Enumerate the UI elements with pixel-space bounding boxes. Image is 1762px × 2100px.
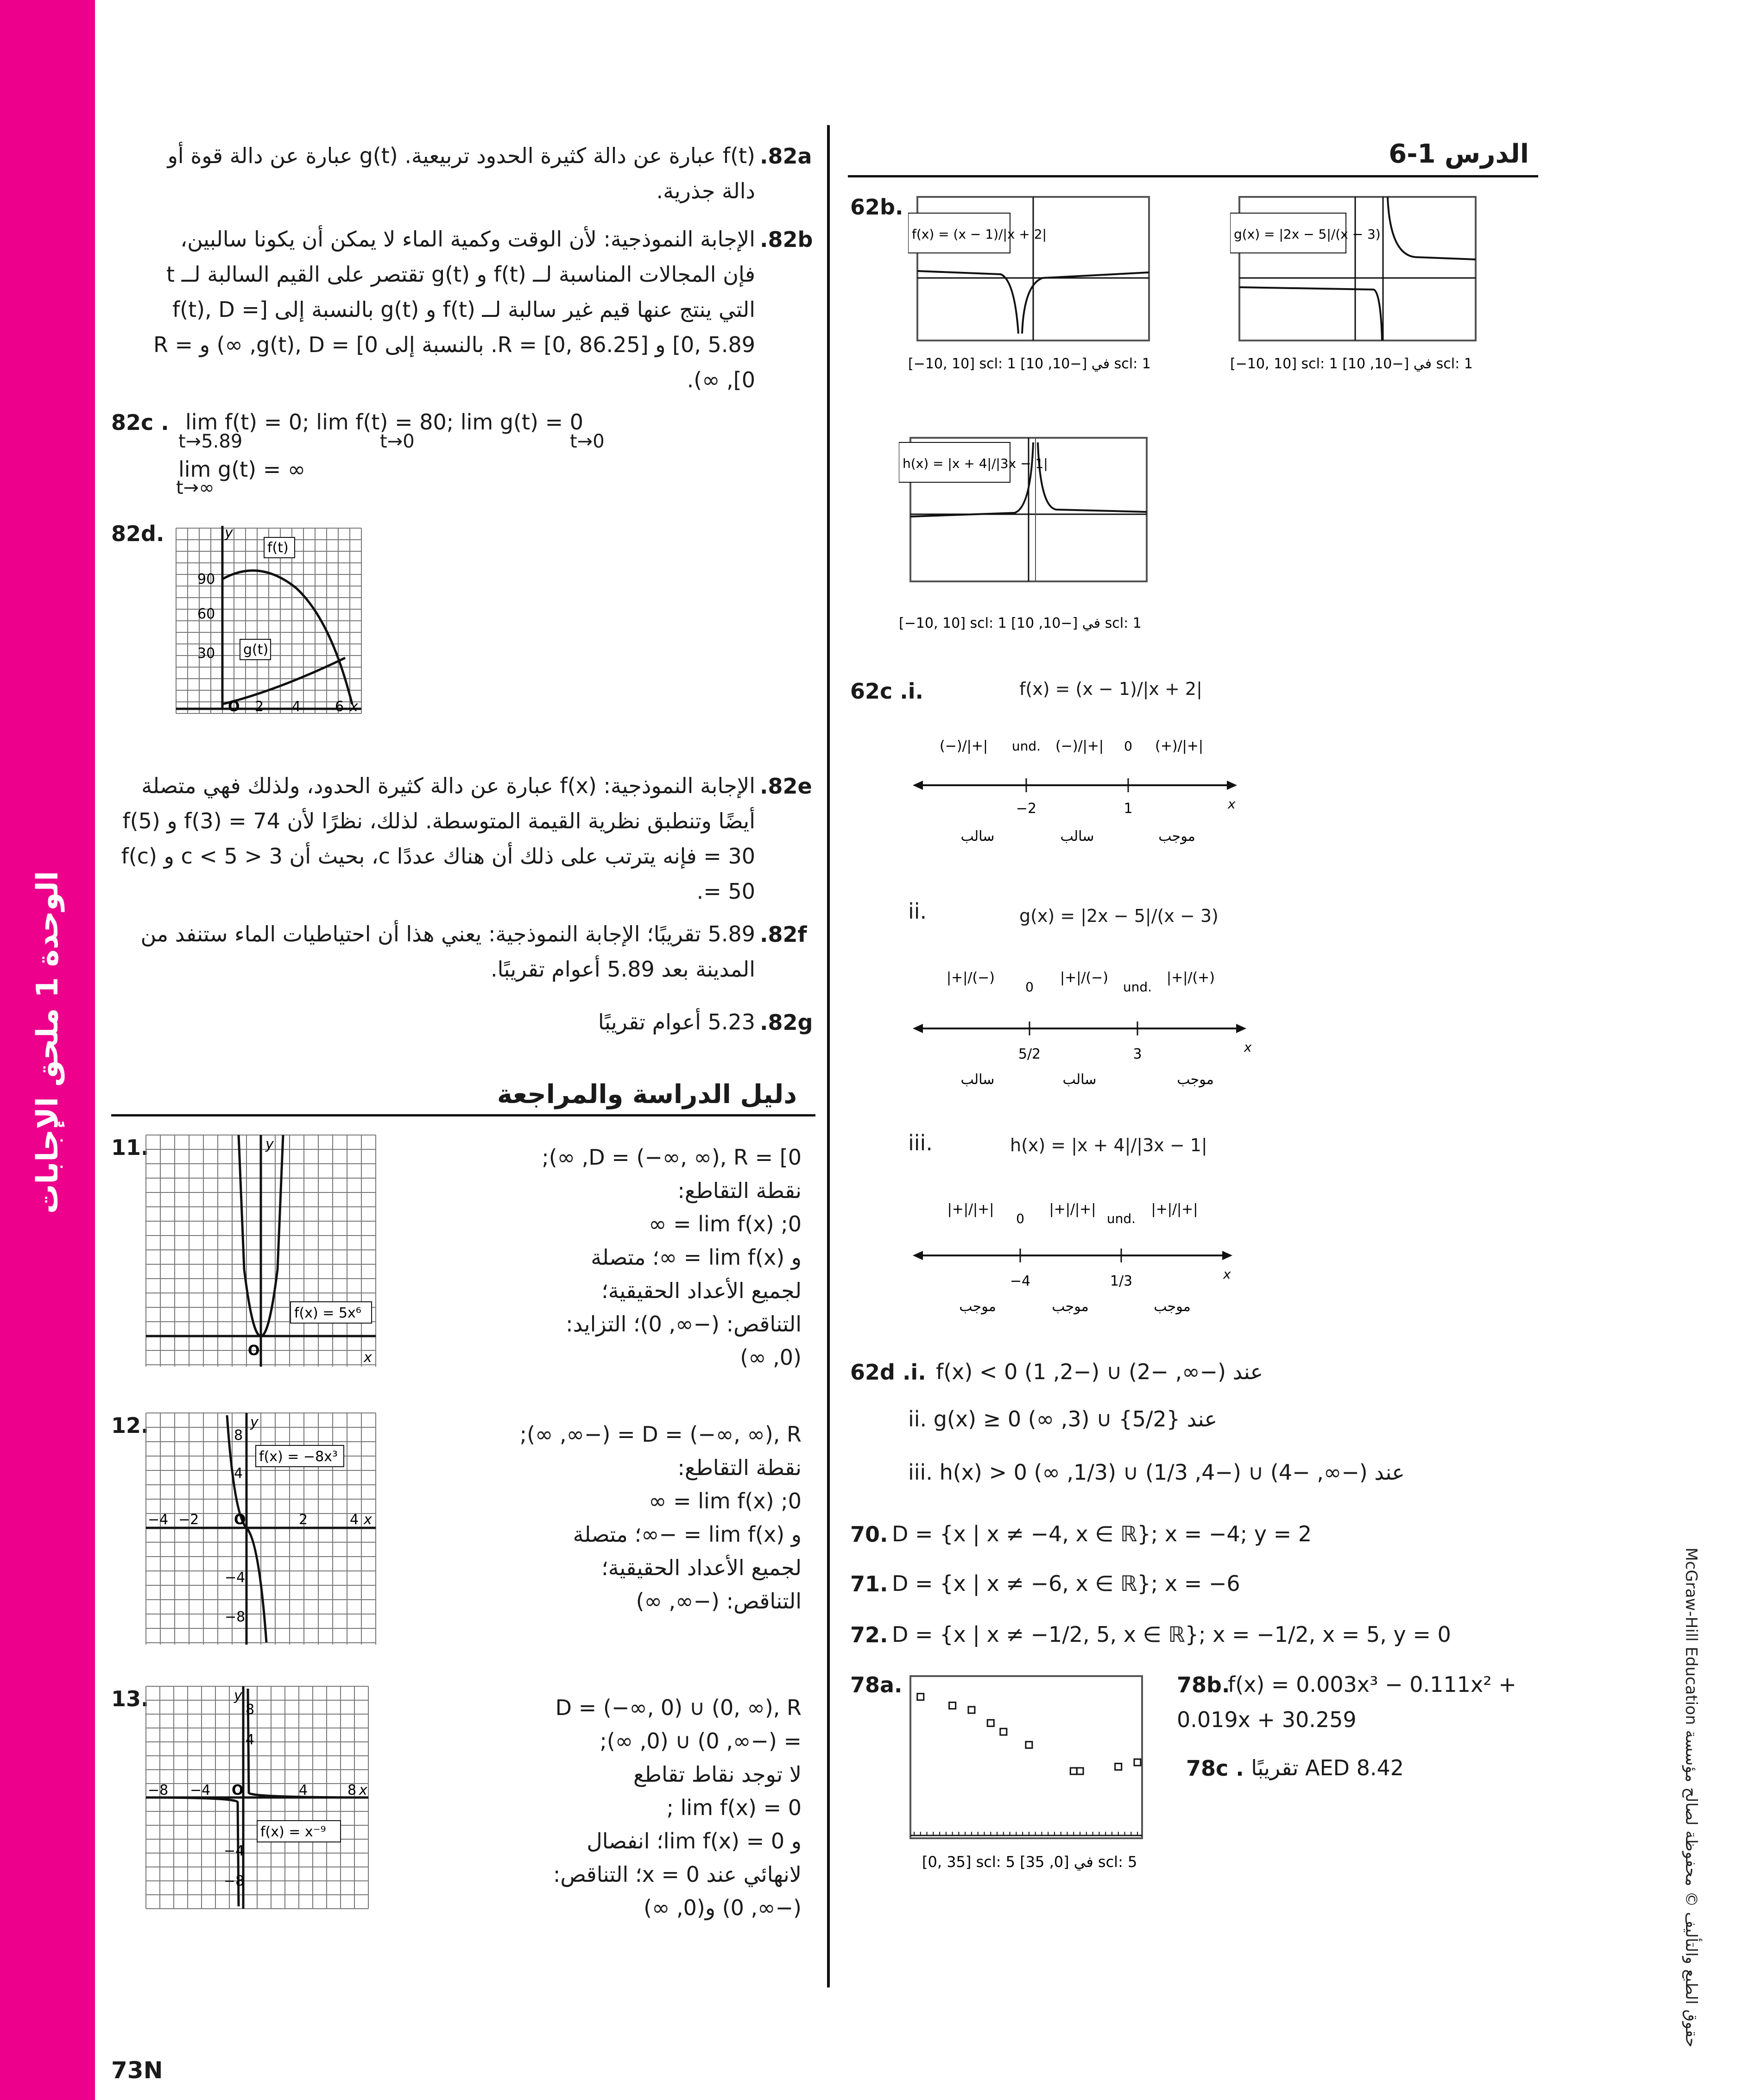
scatter-78a	[906, 1672, 1151, 1881]
label-62c: 62c .i.	[850, 679, 924, 704]
graph-q11	[141, 1130, 382, 1371]
answer-78c: 8.42 AED تقريبًا	[1251, 1755, 1404, 1780]
label-82b: .82b	[760, 227, 813, 252]
section-title: دليل الدراسة والمراجعة	[497, 1079, 797, 1110]
word-ii-1: سالب	[960, 1072, 995, 1088]
svg-text:O: O	[248, 1343, 260, 1359]
answer-72: D = {x | x ≠ −1/2, 5, x ∈ ℝ}; x = −1/2, x = 5, y = 0	[892, 1622, 1451, 1647]
answer-82e: الإجابة النموذجية: f(x) عبارة عن دالة كثيرة الحدود، ولذلك فهي متصلة أيضًا وتنطبق نظرية القيمة المتوسطة. لذلك، نظرًا لأن f(3) = 74 و f(5) = 30 فإنه يترتب على ذلك أن هناك عددًا c، بحيث أن 3 < c < 5 و f(c) = 50.	[121, 773, 755, 904]
label-82g: .82g	[760, 1010, 813, 1035]
section-rule	[111, 1114, 815, 1116]
answer-82c-line1: lim f(t) = 0; lim f(t) = 80; lim g(t) = 0	[185, 410, 584, 435]
label-82a: .82a	[760, 144, 812, 169]
q12-line-3: 0; lim f(x) = ∞	[649, 1488, 802, 1514]
q12-y-tick-1: 8	[234, 1427, 243, 1444]
q11-line-6: التناقص: (−∞, 0)؛ التزايد:	[566, 1312, 802, 1337]
point-i-1: −2	[1016, 801, 1037, 817]
lesson-title: الدرس 1-6	[1389, 139, 1529, 169]
word-ii-3: موجب	[1177, 1072, 1214, 1088]
sign-iii-5: |+|/|+|	[1151, 1201, 1198, 1217]
label-g: g(t)	[243, 642, 269, 658]
point-ii-1: 5/2	[1018, 1046, 1041, 1062]
q12-line-4: و lim f(x) = −∞؛ متصلة	[573, 1522, 802, 1547]
label-62c-iii: iii.	[908, 1130, 933, 1155]
answer-q13	[398, 1691, 802, 1924]
svg-text:x: x	[1228, 796, 1236, 812]
sign-chart-iii-func: h(x) = |x + 4|/|3x − 1|	[1010, 1135, 1207, 1155]
scatter-78a-window: [0, 35] scl: 5 في [0, 35] scl: 5	[922, 1853, 1137, 1871]
limit-sub-1: t→5.89	[178, 431, 243, 452]
q13-y-tick-2: 4	[246, 1732, 255, 1748]
sidebar-band	[0, 0, 95, 2100]
label-78c: 78c .	[1186, 1756, 1244, 1781]
q12-x-tick-1: −4	[148, 1512, 169, 1528]
label-62d: 62d .i.	[850, 1360, 926, 1385]
sign-i-5: (+)/|+|	[1155, 738, 1204, 754]
answer-70: D = {x | x ≠ −4, x ∈ ℝ}; x = −4; y = 2	[892, 1521, 1312, 1546]
sign-chart-iii	[908, 1191, 1260, 1325]
column-divider	[827, 125, 830, 1987]
q12-x-tick-2: −2	[178, 1512, 199, 1528]
q13-line-3: لا توجد نقاط تقاطع	[633, 1762, 802, 1787]
q13-line-1: D = (−∞, 0) ∪ (0, ∞), R	[555, 1695, 802, 1720]
sign-i-3: (−)/|+|	[1055, 738, 1104, 754]
sign-chart-ii-func: g(x) = |2x − 5|/(x − 3)	[1019, 906, 1219, 926]
svg-text:y: y	[250, 1414, 259, 1431]
label-70: 70.	[850, 1522, 888, 1547]
answer-78b: f(x) = 0.003x³ − 0.111x² + 0.019x + 30.259	[1177, 1672, 1516, 1732]
q11-line-5: لجميع الأعداد الحقيقية؛	[601, 1278, 802, 1303]
answer-82a: f(t) عبارة عن دالة كثيرة الحدود تربيعية. g(t) عبارة عن دالة قوة أو دالة جذرية.	[167, 143, 755, 203]
x-tick-origin: O	[228, 699, 240, 715]
calc-f-func: f(x) = (x − 1)/|x + 2|	[912, 227, 1047, 242]
x-tick-4: 4	[292, 699, 301, 715]
q12-y-tick-2: 4	[234, 1465, 243, 1482]
q13-x-tick-1: −8	[148, 1782, 169, 1798]
label-q13: 13.	[111, 1686, 149, 1711]
label-82c: 82c .	[111, 410, 169, 435]
q11-line-7: (0, ∞)	[740, 1345, 802, 1370]
sign-ii-5: |+|/(+)	[1166, 970, 1215, 986]
word-i-3: موجب	[1158, 828, 1195, 845]
sign-chart-i-func: f(x) = (x − 1)/|x + 2|	[1019, 679, 1202, 699]
q13-x-tick-4: 4	[299, 1782, 308, 1798]
calc-g-window: [−10, 10] scl: 1 في [−10, 10] scl: 1	[1230, 356, 1473, 372]
answer-q12	[398, 1418, 802, 1618]
q13-line-7: (−∞, 0) و(0, ∞)	[644, 1895, 802, 1920]
sign-iii-2: 0	[1016, 1211, 1024, 1226]
label-78a: 78a.	[850, 1672, 903, 1697]
sign-chart-ii	[908, 959, 1260, 1098]
answer-82c-line2: lim g(t) = ∞	[178, 457, 306, 482]
svg-text:x: x	[364, 1350, 372, 1366]
svg-text:x: x	[1244, 1040, 1252, 1055]
svg-text:y: y	[234, 1688, 242, 1704]
y-tick-60: 60	[197, 606, 215, 622]
svg-text:y: y	[265, 1136, 274, 1153]
graph-82d	[171, 523, 366, 718]
word-i-2: سالب	[1060, 828, 1094, 845]
q13-line-2: = (−∞, 0) ∪ (0, ∞);	[600, 1728, 802, 1753]
q12-x-tick-4: 2	[299, 1512, 308, 1528]
q11-line-4: و lim f(x) = ∞؛ متصلة	[591, 1245, 802, 1270]
q12-line-5: لجميع الأعداد الحقيقية؛	[601, 1555, 802, 1580]
x-tick-6: 6	[335, 699, 344, 715]
word-ii-2: سالب	[1062, 1072, 1097, 1088]
limit-sub-4: t→∞	[176, 477, 215, 498]
q13-line-4: lim f(x) = 0 ;	[666, 1795, 802, 1820]
point-iii-2: 1/3	[1110, 1273, 1133, 1289]
sign-iii-4: und.	[1106, 1211, 1136, 1226]
graph-q12	[141, 1408, 382, 1649]
calc-h-window: [−10, 10] scl: 1 في [−10, 10] scl: 1	[899, 615, 1142, 631]
label-62c-ii: ii.	[908, 899, 927, 924]
func-label-q12: f(x) = −8x³	[259, 1449, 338, 1465]
func-label-q11: f(x) = 5x⁶	[294, 1305, 361, 1321]
q13-y-tick-1: 8	[246, 1702, 255, 1718]
sign-ii-4: und.	[1123, 979, 1152, 995]
q13-x-tick-2: −4	[190, 1782, 211, 1798]
label-q11: 11.	[111, 1135, 149, 1160]
curve-q13-right	[248, 1689, 368, 1797]
lesson-rule	[848, 175, 1538, 177]
q13-x-tick-5: 8	[347, 1782, 357, 1798]
limit-sub-2: t→0	[380, 431, 415, 452]
q13-x-tick-3: O	[232, 1782, 244, 1798]
func-label-q13: f(x) = x⁻⁹	[260, 1824, 326, 1840]
q13-y-tick-4: −8	[224, 1873, 245, 1889]
label-72: 72.	[850, 1622, 888, 1647]
sign-iii-1: |+|/|+|	[947, 1201, 994, 1217]
answer-82f: 5.89 تقريبًا؛ الإجابة النموذجية: يعني هذا أن احتياطيات الماء ستنفد من المدينة بعد 5.89 أعوام تقريبًا.	[140, 921, 755, 982]
copyright-note: McGraw-Hill Education حقوق الطبع والتأليف © محفوظة لصالح مؤسسة	[1682, 1547, 1700, 2048]
q12-line-2: نقطة التقاطع:	[677, 1455, 802, 1480]
word-iii-1: موجب	[959, 1299, 996, 1315]
answer-71: D = {x | x ≠ −6, x ∈ ℝ}; x = −6	[892, 1571, 1240, 1596]
answer-82b: الإجابة النموذجية: لأن الوقت وكمية الماء لا يمكن أن يكونا سالبين، فإن المجالات المناسبة لــ f(t) و g(t) تقتصر على القيم السالبة لــ t التي ينتج عنها قيم غير سالبة لــ f(t) و g(t) بالنسبة إلى [f(t), D = [0, 5.89 و [R = [0, 86.25. بالنسبة إلى g(t), D = [0, ∞) و R = [0, ∞).	[153, 227, 755, 392]
calc-f-window: [−10, 10] scl: 1 في [−10, 10] scl: 1	[908, 356, 1151, 372]
q12-line-6: التناقص: (−∞, ∞)	[636, 1589, 802, 1614]
word-iii-2: موجب	[1052, 1299, 1089, 1315]
point-i-2: 1	[1124, 801, 1133, 817]
label-71: 71.	[850, 1571, 888, 1596]
q12-y-tick-4: −8	[225, 1609, 246, 1625]
sidebar-title: الوحدة 1 ملحق الإجابات	[31, 870, 65, 1214]
point-iii-1: −4	[1010, 1273, 1031, 1289]
sign-ii-1: |+|/(−)	[946, 970, 995, 986]
page-number: 73N	[111, 2057, 163, 2084]
q11-line-2: نقطة التقاطع:	[677, 1178, 802, 1203]
sign-ii-2: 0	[1025, 979, 1034, 995]
q11-line-1: D = (−∞, ∞), R = [0, ∞);	[542, 1145, 802, 1170]
q12-y-tick-3: −4	[225, 1570, 246, 1586]
q12-x-tick-3: O	[234, 1512, 246, 1528]
answer-q11	[398, 1141, 802, 1374]
q12-line-1: D = (−∞, ∞), R = (−∞, ∞);	[519, 1422, 802, 1447]
label-62b: 62b.	[850, 195, 903, 220]
limit-sub-3: t→0	[570, 431, 605, 452]
y-axis-label: y	[225, 525, 233, 541]
q13-line-6: لانهائي عند x = 0؛ التناقص:	[553, 1862, 802, 1887]
svg-text:x: x	[359, 1782, 367, 1798]
label-q12: 12.	[111, 1413, 149, 1438]
x-axis-label: x	[350, 699, 358, 715]
q13-line-5: و lim f(x) = 0؛ انفصال	[587, 1829, 802, 1854]
sign-chart-i	[913, 730, 1246, 859]
label-82f: .82f	[760, 922, 807, 947]
svg-text:x: x	[364, 1512, 372, 1528]
sign-i-1: (−)/|+|	[939, 738, 988, 754]
sign-ii-3: |+|/(−)	[1060, 970, 1109, 986]
q12-x-tick-5: 4	[350, 1512, 359, 1528]
label-82e: .82e	[760, 774, 812, 799]
calc-g-func: g(x) = |2x − 5|/(x − 3)	[1234, 227, 1381, 242]
word-i-1: سالب	[960, 828, 995, 845]
answer-82g: 5.23 أعوام تقريبًا	[598, 1009, 755, 1034]
sign-iii-3: |+|/|+|	[1049, 1201, 1096, 1217]
point-ii-2: 3	[1133, 1046, 1142, 1062]
answer-62d-ii: ii. g(x) ≥ 0 عند {5/2} ∪ (3, ∞)	[908, 1406, 1218, 1432]
q13-y-tick-3: −4	[224, 1843, 245, 1859]
calc-window-g	[1230, 195, 1490, 380]
answer-62d-i: f(x) < 0 عند (−∞, −2) ∪ (−2, 1)	[936, 1359, 1263, 1384]
y-tick-30: 30	[197, 645, 215, 662]
label-f: f(t)	[267, 540, 289, 556]
answer-62d-iii: iii. h(x) > 0 عند (−∞, −4) ∪ (−4, 1/3) ∪ (1/3, ∞)	[908, 1460, 1405, 1485]
calc-window-h	[899, 433, 1158, 637]
q11-line-3: 0; lim f(x) = ∞	[649, 1211, 802, 1236]
y-tick-90: 90	[197, 571, 215, 587]
label-78b: 78b.	[1177, 1672, 1230, 1697]
x-tick-2: 2	[255, 699, 264, 715]
sign-i-2: und.	[1011, 738, 1041, 754]
calc-window-f	[908, 195, 1158, 380]
graph-q13	[141, 1682, 382, 1913]
sign-i-4: 0	[1124, 738, 1132, 754]
calc-h-func: h(x) = |x + 4|/|3x − 1|	[903, 456, 1048, 471]
label-82d: 82d.	[111, 521, 164, 546]
svg-text:x: x	[1223, 1267, 1231, 1282]
word-iii-3: موجب	[1154, 1299, 1191, 1315]
